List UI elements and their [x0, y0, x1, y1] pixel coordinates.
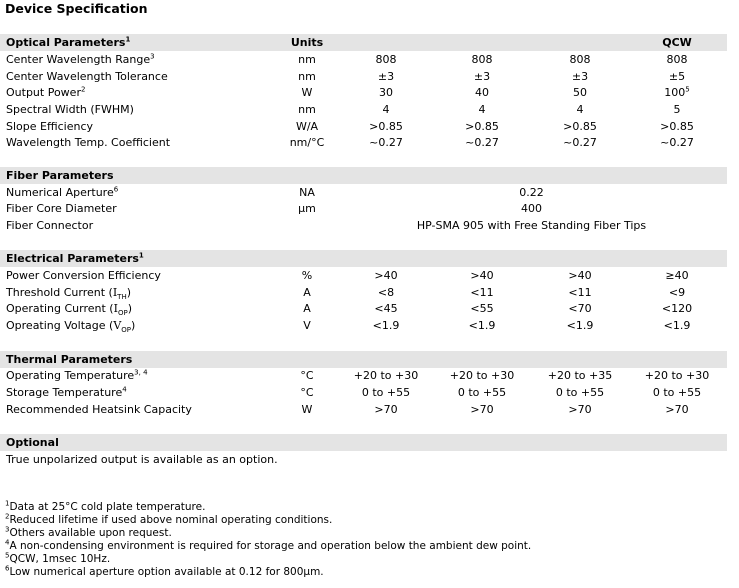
row-label: Fiber Core Diameter — [6, 202, 117, 215]
row-units: °C — [300, 386, 314, 399]
table-row — [0, 267, 727, 284]
row-value: 808 — [569, 53, 591, 66]
row-value: >70 — [665, 403, 689, 416]
table-row — [0, 217, 727, 234]
row-value: 4 — [576, 103, 584, 116]
row-value: HP-SMA 905 with Free Standing Fiber Tips — [416, 219, 647, 232]
row-value: >0.85 — [660, 120, 694, 133]
table-row — [0, 384, 727, 401]
footnote: $^2$Reduced lifetime if used above nominal operating conditions. — [5, 512, 333, 526]
footnote: $^5$QCW, 1msec 10Hz. — [5, 551, 111, 565]
footnote: $^4$A non-condensing environment is required for storage and operation below the ambient dew point. — [5, 538, 532, 552]
optional-note: True unpolarized output is available as an option. — [6, 453, 278, 466]
row-value: ~0.27 — [465, 136, 499, 149]
row-value: $100^5$ — [664, 85, 690, 99]
table-row — [0, 200, 727, 217]
row-value: ~0.27 — [369, 136, 403, 149]
row-value: +20 to +30 — [644, 369, 710, 382]
row-value: ~0.27 — [563, 136, 597, 149]
row-label: Center Wavelength Range$^3$ — [6, 52, 155, 66]
row-value: <1.9 — [663, 319, 691, 332]
row-value: 808 — [375, 53, 397, 66]
row-value: +20 to +35 — [547, 369, 613, 382]
row-label: Recommended Heatsink Capacity — [6, 403, 192, 416]
row-value: 50 — [573, 86, 587, 99]
row-value: +20 to +30 — [353, 369, 419, 382]
fiber-section-header — [0, 167, 727, 184]
row-value: 0 to +55 — [555, 386, 605, 399]
row-units: nm — [298, 53, 316, 66]
row-value: <45 — [374, 302, 398, 315]
row-value: 400 — [521, 202, 542, 215]
row-label: Storage Temperature$^4$ — [6, 385, 127, 399]
row-value: <1.9 — [372, 319, 400, 332]
row-value: >70 — [374, 403, 398, 416]
table-row — [0, 401, 727, 418]
row-value: ±3 — [377, 70, 395, 83]
row-value: >70 — [568, 403, 592, 416]
row-value: >40 — [568, 269, 592, 282]
row-value: <1.9 — [468, 319, 496, 332]
row-value: 4 — [382, 103, 390, 116]
electrical-header-label: Electrical Parameters$^1$ — [6, 251, 144, 265]
optional-header-label: Optional — [6, 436, 59, 449]
table-row — [0, 284, 727, 301]
row-value: 30 — [379, 86, 393, 99]
fiber-header-label: Fiber Parameters — [6, 169, 114, 182]
row-units: nm/°C — [289, 136, 325, 149]
footnote: $^3$Others available upon request. — [5, 525, 172, 539]
row-value: 4 — [478, 103, 486, 116]
row-units: A — [303, 302, 311, 315]
row-value: >40 — [374, 269, 398, 282]
row-label: Operating Current $(I_{OP})$ — [6, 302, 132, 318]
row-value: <8 — [377, 286, 395, 299]
row-label: Power Conversion Efficiency — [6, 269, 161, 282]
row-value: ±5 — [668, 70, 686, 83]
row-label: Spectral Width (FWHM) — [6, 103, 134, 116]
row-value: 808 — [666, 53, 688, 66]
row-value: <55 — [470, 302, 494, 315]
row-value: >0.85 — [369, 120, 403, 133]
thermal-header-label: Thermal Parameters — [6, 353, 133, 366]
table-row — [0, 184, 727, 201]
row-units: % — [301, 269, 313, 282]
row-value: ±3 — [571, 70, 589, 83]
row-label: Opreating Voltage $(V_{OP})$ — [6, 319, 136, 335]
row-label: Wavelength Temp. Coefficient — [6, 136, 171, 149]
row-value: >70 — [470, 403, 494, 416]
row-value: >0.85 — [465, 120, 499, 133]
row-value: >40 — [470, 269, 494, 282]
row-label: Fiber Connector — [6, 219, 94, 232]
row-units: A — [303, 286, 311, 299]
page-title: Device Specification — [5, 1, 148, 16]
table-row — [0, 367, 727, 384]
row-value: 40 — [475, 86, 489, 99]
row-units — [268, 217, 346, 234]
table-row — [0, 101, 727, 118]
table-row — [0, 68, 727, 85]
footnote: $^6$Low numerical aperture option available at 0.12 for 800μm. — [5, 564, 324, 578]
row-value: 0 to +55 — [652, 386, 702, 399]
optical-header-label: Optical Parameters$^1$ — [6, 35, 131, 49]
row-label: Slope Efficiency — [6, 120, 94, 133]
row-value: 0.22 — [519, 186, 544, 199]
row-label: Threshold Current $(I_{TH})$ — [6, 286, 132, 302]
row-units: W — [301, 403, 313, 416]
optical-section-header — [0, 34, 727, 51]
table-row — [0, 118, 727, 135]
table-row — [0, 317, 727, 334]
row-units: μm — [298, 202, 316, 215]
table-row — [0, 300, 727, 317]
row-value: <120 — [661, 302, 693, 315]
row-value: <70 — [568, 302, 592, 315]
row-label: Operating Temperature$^{3, 4}$ — [6, 368, 148, 382]
row-value: 0 to +55 — [457, 386, 507, 399]
row-value: 808 — [471, 53, 493, 66]
row-label: Output Power$^2$ — [6, 85, 86, 99]
table-row — [0, 84, 727, 101]
row-value: 5 — [673, 103, 681, 116]
row-value: <11 — [470, 286, 494, 299]
row-units: V — [303, 319, 311, 332]
thermal-section-header — [0, 351, 727, 368]
footnote: $^1$Data at 25°C cold plate temperature. — [5, 499, 206, 513]
row-units: W/A — [295, 120, 319, 133]
row-units: nm — [298, 103, 316, 116]
row-label: Center Wavelength Tolerance — [6, 70, 168, 83]
optional-section-header — [0, 434, 727, 451]
electrical-section-header — [0, 250, 727, 267]
row-value: ≥40 — [665, 269, 689, 282]
row-value: 0 to +55 — [361, 386, 411, 399]
row-units: NA — [299, 186, 315, 199]
table-row — [0, 51, 727, 68]
row-value: <1.9 — [566, 319, 594, 332]
row-value: +20 to +30 — [449, 369, 515, 382]
row-value: >0.85 — [563, 120, 597, 133]
row-value: ±3 — [473, 70, 491, 83]
row-value: <11 — [568, 286, 592, 299]
row-value: ~0.27 — [660, 136, 694, 149]
table-row — [0, 134, 727, 151]
row-value: <9 — [668, 286, 686, 299]
row-units: °C — [300, 369, 314, 382]
row-label: Numerical Aperture$^6$ — [6, 185, 119, 199]
qcw-column-header: QCW — [662, 36, 692, 49]
row-units: W — [301, 86, 313, 99]
units-column-header: Units — [290, 36, 324, 49]
row-units: nm — [298, 70, 316, 83]
